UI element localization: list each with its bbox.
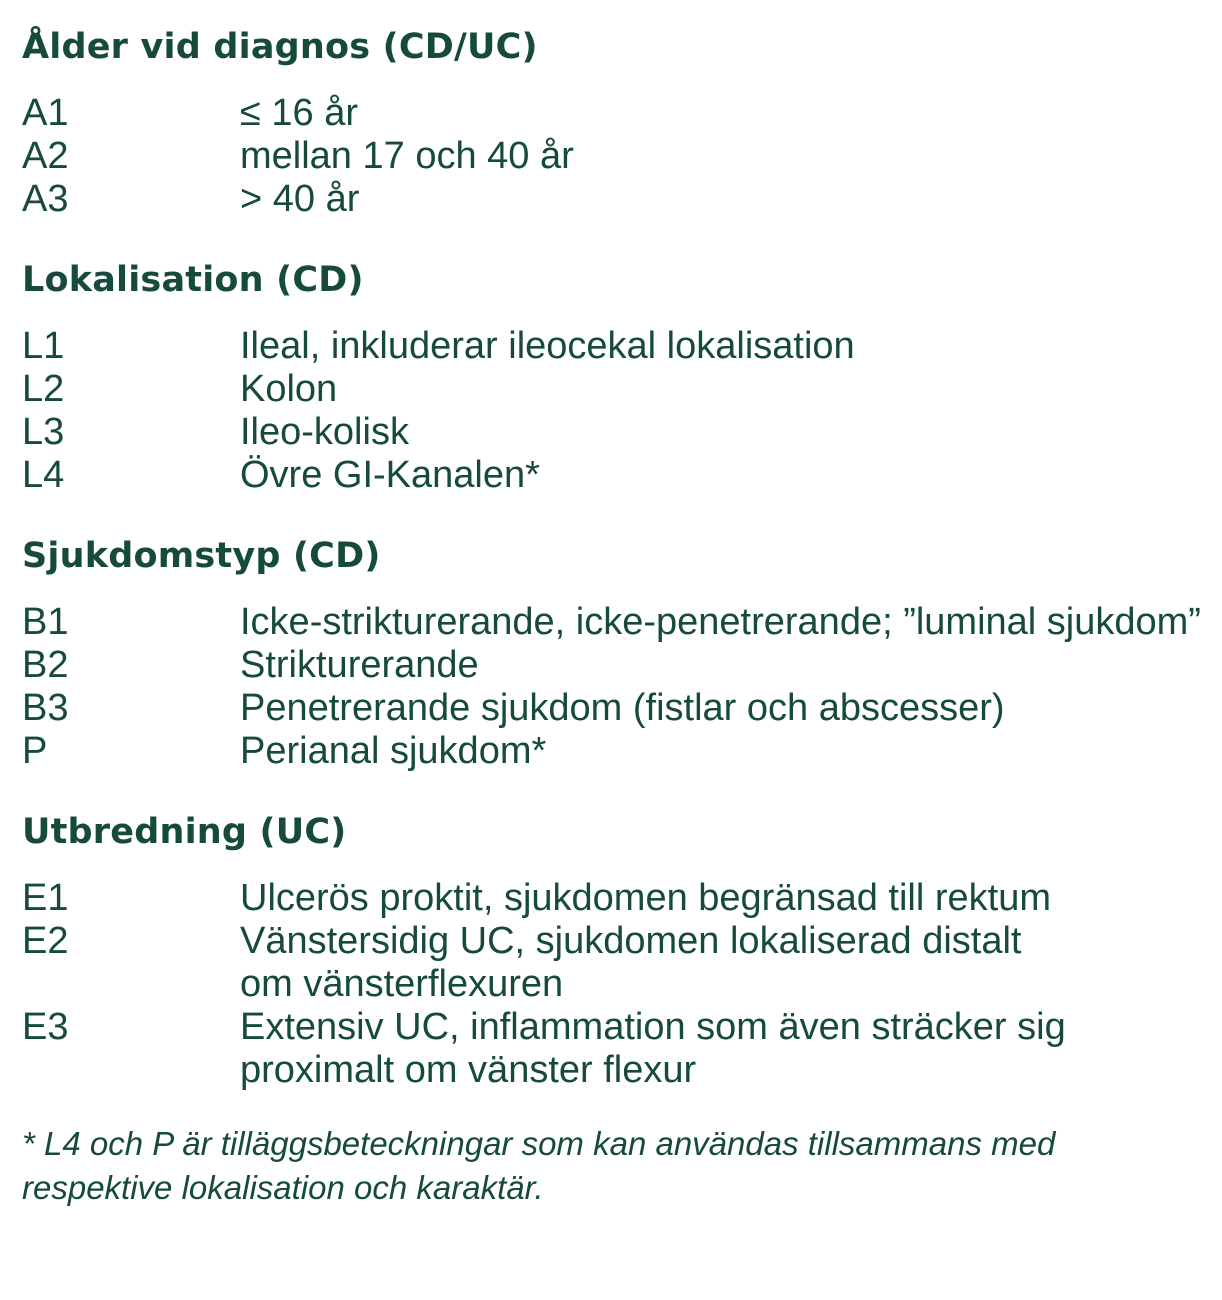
section-title: Lokalisation (CD) bbox=[22, 260, 364, 300]
description-line: proximalt om vänster flexur bbox=[240, 1049, 697, 1091]
description-line: Kolon bbox=[240, 368, 338, 410]
row-description bbox=[240, 178, 1218, 221]
row-description bbox=[240, 454, 1218, 497]
classification-row bbox=[22, 687, 1218, 730]
row-description bbox=[240, 368, 1218, 411]
description-line: Penetrerande sjukdom (fistlar och abscesser) bbox=[240, 687, 1005, 729]
row-description bbox=[240, 687, 1218, 730]
row-code: L2 bbox=[22, 368, 65, 410]
description-line: Icke-strikturerande, icke-penetrerande; ”luminal sjukdom” bbox=[240, 601, 1201, 643]
description-line: Ileal, inkluderar ileocekal lokalisation bbox=[240, 325, 855, 367]
classification-row bbox=[22, 178, 1218, 221]
footnote-line: respektive lokalisation och karaktär. bbox=[22, 1169, 544, 1206]
row-code: E2 bbox=[22, 920, 69, 962]
row-description bbox=[240, 920, 1218, 1006]
row-description bbox=[240, 644, 1218, 687]
classification-row bbox=[22, 730, 1218, 773]
classification-row bbox=[22, 325, 1218, 368]
description-line: Extensiv UC, inflammation som även sträcker sig bbox=[240, 1006, 1066, 1048]
row-code: P bbox=[22, 730, 48, 772]
row-code: B1 bbox=[22, 601, 69, 643]
footnote-line: * L4 och P är tilläggsbeteckningar som kan användas tillsammans med bbox=[22, 1125, 1056, 1162]
description-line: Övre GI-Kanalen* bbox=[240, 454, 540, 496]
description-line: Ileo-kolisk bbox=[240, 411, 409, 453]
row-code: B3 bbox=[22, 687, 69, 729]
row-code: A3 bbox=[22, 178, 69, 220]
description-line: Vänstersidig UC, sjukdomen lokaliserad distalt bbox=[240, 920, 1022, 962]
row-code: L1 bbox=[22, 325, 65, 367]
classification-row bbox=[22, 920, 1218, 1006]
row-description bbox=[240, 1006, 1218, 1092]
row-code: A1 bbox=[22, 92, 69, 134]
classification-row bbox=[22, 1006, 1218, 1092]
row-code: E3 bbox=[22, 1006, 69, 1048]
row-description bbox=[240, 877, 1218, 920]
classification-row bbox=[22, 411, 1218, 454]
classification-row bbox=[22, 877, 1218, 920]
section-age-at-diagnosis bbox=[22, 14, 1218, 221]
row-description bbox=[240, 325, 1218, 368]
classification-row bbox=[22, 454, 1218, 497]
description-line: Ulcerös proktit, sjukdomen begränsad till rektum bbox=[240, 877, 1052, 919]
row-description bbox=[240, 92, 1218, 135]
row-code: B2 bbox=[22, 644, 69, 686]
row-description bbox=[240, 601, 1218, 644]
section-title: Utbredning (UC) bbox=[22, 812, 347, 852]
description-line: om vänsterflexuren bbox=[240, 963, 564, 1005]
row-description bbox=[240, 135, 1218, 178]
row-code: L3 bbox=[22, 411, 65, 453]
section-localisation bbox=[22, 247, 1218, 497]
classification-row bbox=[22, 368, 1218, 411]
description-line: Perianal sjukdom* bbox=[240, 730, 547, 772]
section-extent bbox=[22, 799, 1218, 1092]
section-title: Sjukdomstyp (CD) bbox=[22, 536, 381, 576]
classification-row bbox=[22, 644, 1218, 687]
section-title: Ålder vid diagnos (CD/UC) bbox=[22, 27, 538, 67]
section-disease-type bbox=[22, 523, 1218, 773]
classification-row bbox=[22, 92, 1218, 135]
description-line: Strikturerande bbox=[240, 644, 479, 686]
classification-row bbox=[22, 601, 1218, 644]
row-code: A2 bbox=[22, 135, 69, 177]
classification-document bbox=[22, 14, 1218, 1210]
row-description bbox=[240, 411, 1218, 454]
description-line: > 40 år bbox=[240, 178, 360, 220]
row-description bbox=[240, 730, 1218, 773]
footnote bbox=[22, 1122, 1218, 1210]
row-code: L4 bbox=[22, 454, 65, 496]
description-line: mellan 17 och 40 år bbox=[240, 135, 574, 177]
classification-row bbox=[22, 135, 1218, 178]
description-line: ≤ 16 år bbox=[240, 92, 359, 134]
row-code: E1 bbox=[22, 877, 69, 919]
